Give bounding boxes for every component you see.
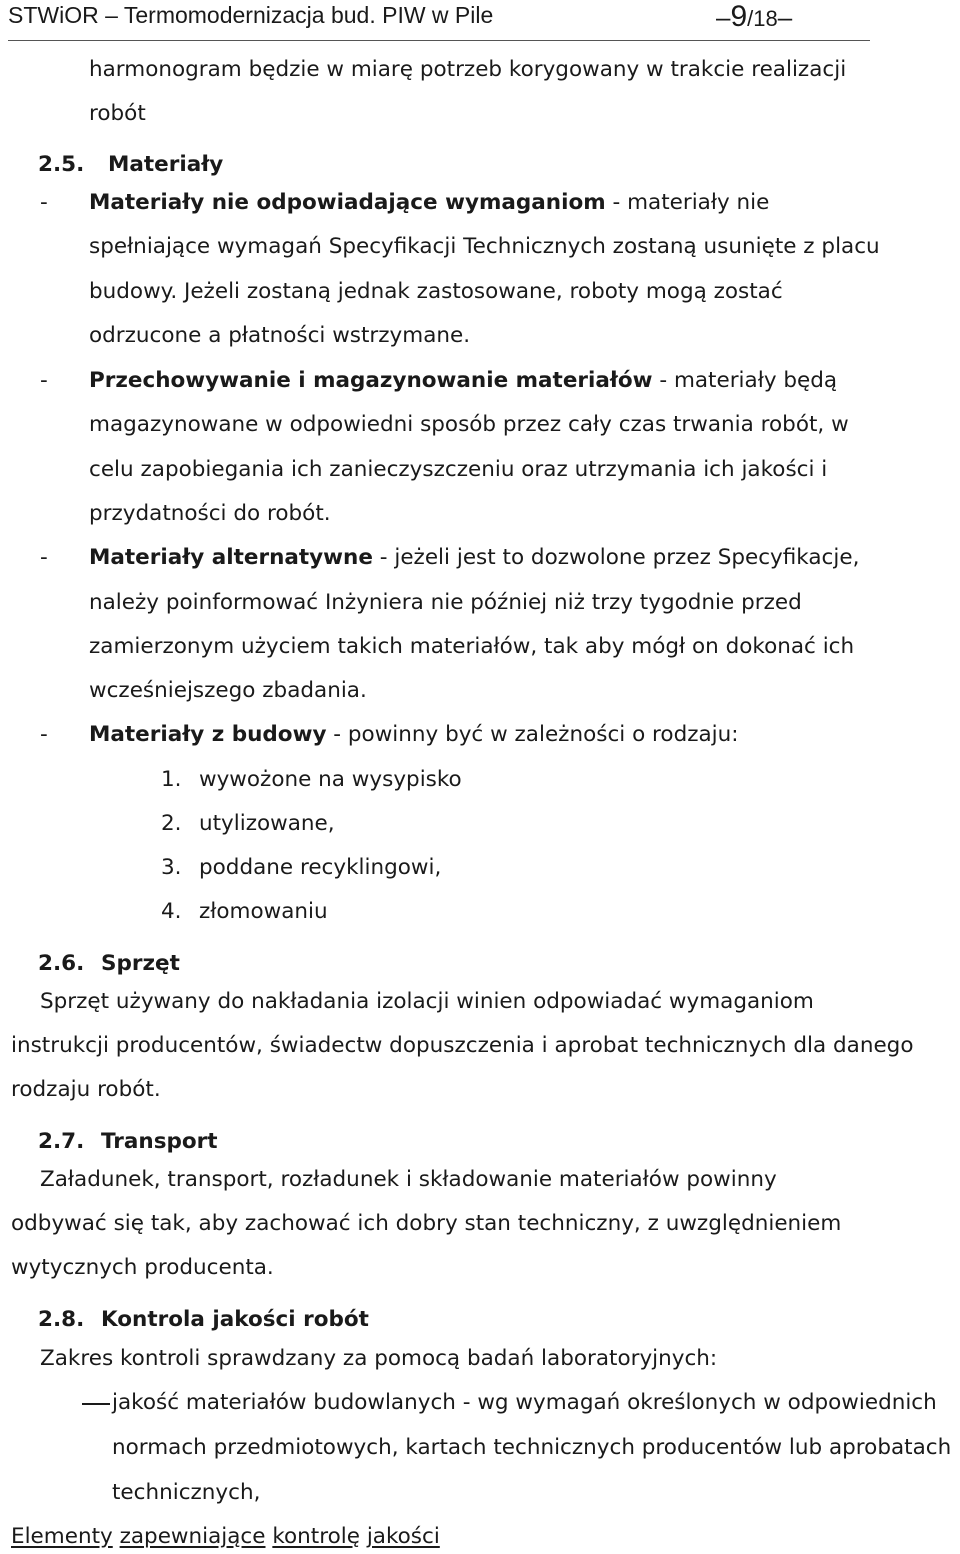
section-number: 2.6. [38,951,85,976]
list-item-line: magazynowane w odpowiedni sposób przez cały czas trwania robót, w [89,412,849,437]
numbered-item-text: złomowaniu [199,899,328,924]
page-suffix: – [777,2,793,32]
list-item-line: zamierzonym użyciem takich materiałów, tak aby mógł on dokonać ich [89,634,855,659]
paragraph-line: Sprzęt używany do nakładania izolacji winien odpowiadać wymaganiom [40,989,814,1014]
list-item-heading [89,190,769,216]
header-divider [8,40,870,41]
list-item-heading [89,368,837,394]
section-number: 2.8. [38,1307,85,1332]
underlined-word: kontrolę [272,1524,360,1549]
list-item-line: wcześniejszego zbadania. [89,678,367,703]
list-item-rest: - materiały będą [652,368,838,393]
list-item-line: przydatności do robót. [89,501,331,526]
dash-bullet [82,1403,110,1405]
list-item-rest: - jeżeli jest to dozwolone przez Specyfikacje, [372,545,860,570]
list-item-bold: Materiały z budowy [89,722,327,747]
list-bullet: - [40,722,48,747]
list-item-bold: Materiały nie odpowiadające wymaganiom [89,190,606,215]
numbered-item-number: 2. [161,811,182,836]
page-indicator [716,0,792,34]
paragraph-line: Zakres kontroli sprawdzany za pomocą badań laboratoryjnych: [40,1346,718,1371]
page-number: 9 [730,0,748,33]
section-title: Materiały [108,152,224,177]
numbered-item-text: utylizowane, [199,811,335,836]
document-title: STWiOR – Termomodernizacja bud. PIW w Pile [8,2,494,28]
paragraph-line: Załadunek, transport, rozładunek i składowanie materiałów powinny [40,1167,777,1192]
list-item-line: budowy. Jeżeli zostaną jednak zastosowane, roboty mogą zostać [89,279,783,304]
paragraph-line: wytycznych producenta. [11,1255,274,1280]
list-item-line: spełniające wymagań Specyfikacji Technicznych zostaną usunięte z placu [89,234,880,259]
section-title: Transport [101,1129,218,1154]
list-bullet: - [40,545,48,570]
page-header [0,0,960,44]
list-bullet: - [40,190,48,215]
list-item-bold: Materiały alternatywne [89,545,373,570]
numbered-item-text: poddane recyklingowi, [199,855,442,880]
numbered-item-text: wywożone na wysypisko [199,767,462,792]
paragraph-line: instrukcji producentów, świadectw dopuszczenia i aprobat technicznych dla danego [11,1033,914,1058]
list-item-line: należy poinformować Inżyniera nie później niż trzy tygodnie przed [89,590,802,615]
underlined-heading [11,1524,440,1550]
section-title: Kontrola jakości robót [101,1307,369,1332]
list-bullet: - [40,368,48,393]
section-number: 2.5. [38,152,85,177]
page-prefix: – [716,2,731,32]
numbered-item-number: 1. [161,767,182,792]
paragraph-line: odbywać się tak, aby zachować ich dobry stan techniczny, z uwzględnieniem [11,1211,842,1236]
intro-line-2: robót [89,101,146,126]
section-title: Sprzęt [101,951,180,976]
list-item-heading [89,545,859,571]
bullet-line: technicznych, [112,1480,261,1505]
underlined-word: jakości [366,1524,440,1549]
section-number: 2.7. [38,1129,85,1154]
paragraph-line: rodzaju robót. [11,1077,161,1102]
list-item-line: odrzucone a płatności wstrzymane. [89,323,471,348]
numbered-item-number: 3. [161,855,182,880]
list-item-bold: Przechowywanie i magazynowanie materiałów [89,368,653,393]
list-item-rest: - powinny być w zależności o rodzaju: [326,722,739,747]
intro-line-1: harmonogram będzie w miarę potrzeb korygowany w trakcie realizacji [89,57,847,82]
list-item-line: celu zapobiegania ich zanieczyszczeniu oraz utrzymania ich jakości i [89,457,828,482]
underlined-word: zapewniające [119,1524,266,1549]
numbered-item-number: 4. [161,899,182,924]
page-total: /18 [747,6,778,31]
bullet-line: normach przedmiotowych, kartach technicznych producentów lub aprobatach [112,1435,952,1460]
underlined-word: Elementy [11,1524,113,1549]
list-item-heading [89,722,739,748]
bullet-line: jakość materiałów budowlanych - wg wymagań określonych w odpowiednich [112,1390,937,1415]
list-item-rest: - materiały nie [605,190,770,215]
